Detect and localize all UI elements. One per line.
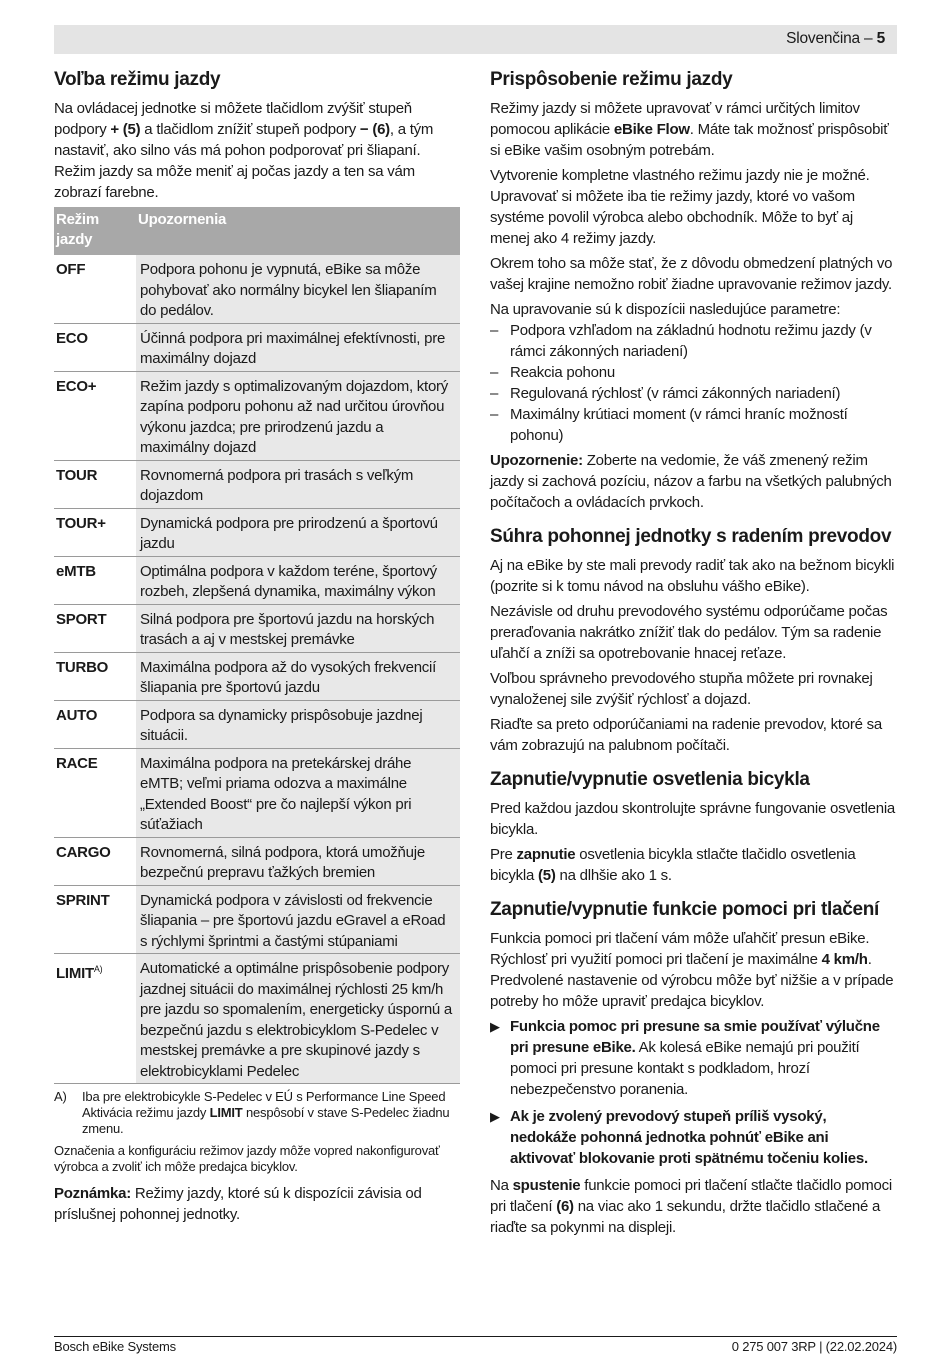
table-body <box>54 255 460 1084</box>
heading-riding-mode: Voľba režimu jazdy <box>54 69 221 90</box>
adjust-notice: Upozornenie: Zoberte na vedomie, že váš zmenený režim jazdy si zachová pozíciu, názov a farbu na všetkých palubných počítačoch a ovládacích prvkoch. <box>490 452 892 511</box>
table-row <box>54 460 460 508</box>
table-row <box>54 885 460 954</box>
mode-label: TOUR+ <box>56 514 106 532</box>
left-column <box>54 68 460 1229</box>
footnote-text: Iba pre elektrobicykle S-Pedelec v EÚ s Performance Line Speed Aktivácia režimu jazdy LIMIT nespôsobí v stave S-Pedelec žiadnu zmenu. <box>82 1089 450 1136</box>
adjust-paragraph-4: Na upravovanie sú k dispozícii nasledujúce parametre: <box>490 301 841 318</box>
mode-description: Silná podpora pre športovú jazdu na horských trasách a aj v mestskej premávke <box>136 604 460 652</box>
section-gear-shifting <box>490 525 896 756</box>
mode-description: Režim jazdy s optimalizovaným dojazdom, ktorý zapína podporu pohonu až nad určitou úrovňou výkonu jazdca; pre prirodzenú jazdu a maximálny dojazd <box>136 371 460 460</box>
mode-name <box>54 652 136 700</box>
table-row <box>54 954 460 1084</box>
push-paragraph-1: Funkcia pomoci pri tlačení vám môže uľahčiť presun eBike. Rýchlosť pri využití pomoci pri tlačení je maximálne 4 km/h. Predvolené nastavenie od výrobcu môže byť nižšie a v prípade potreby ho môže upraviť predajca bicyklov. <box>490 930 894 1010</box>
table-row <box>54 323 460 371</box>
heading-adjust-mode: Prispôsobenie režimu jazdy <box>490 69 733 90</box>
mode-label: RACE <box>56 754 98 772</box>
mode-label: TURBO <box>56 658 109 676</box>
mode-description: Dynamická podpora pre prirodzenú a športovú jazdu <box>136 508 460 556</box>
heading-push-assist: Zapnutie/vypnutie funkcie pomoci pri tlačení <box>490 899 880 920</box>
gear-paragraph-1: Aj na eBike by ste mali prevody radiť tak ako na bežnom bicykli (pozrite si k tomu návod na obsluhu vášho eBike). <box>490 557 895 595</box>
page-number: 5 <box>876 30 885 47</box>
table-row <box>54 371 460 460</box>
list-item: – Regulovaná rýchlosť (v rámci zákonných nariadení) <box>490 383 896 404</box>
mode-description: Automatické a optimálne prispôsobenie podpory jazdnej situácii do maximálnej rýchlosti 25 km/h pre jazdu so spomalením, energeticky úspornú a bezpečnú jazdu s elektrobicyklom S-Pedelec v mestskej premávke a pre skupinové jazdy s elektrobicyklami Pedelec <box>136 954 460 1084</box>
table-header-row <box>54 207 460 255</box>
right-column <box>490 68 896 1242</box>
mode-name <box>54 556 136 604</box>
table-row <box>54 748 460 837</box>
table-row <box>54 255 460 323</box>
mode-name <box>54 460 136 508</box>
mode-description: Rovnomerná podpora pri trasách s veľkým dojazdom <box>136 460 460 508</box>
mode-name <box>54 371 136 460</box>
mode-label: TOUR <box>56 466 98 484</box>
mode-description: Maximálna podpora až do vysokých frekvencií šliapania pre športovú jazdu <box>136 652 460 700</box>
mode-name <box>54 837 136 885</box>
mode-description: Optimálna podpora v každom teréne, športový rozbeh, zlepšená dynamika, maximálny výkon <box>136 556 460 604</box>
mode-name <box>54 508 136 556</box>
mode-name <box>54 604 136 652</box>
section-push-assist <box>490 898 896 1238</box>
mode-label: CARGO <box>56 843 111 861</box>
mode-label: SPRINT <box>56 891 110 909</box>
heading-bike-lights: Zapnutie/vypnutie osvetlenia bicykla <box>490 769 810 790</box>
mode-description: Dynamická podpora v závislosti od frekvencie šliapania – pre športovú jazdu eGravel a eRoad s rýchlymi šprintmi a častými stúpaniami <box>136 885 460 954</box>
list-item: – Maximálny krútiaci moment (v rámci hraníc možností pohonu) <box>490 404 896 446</box>
mode-name <box>54 323 136 371</box>
lights-paragraph-1: Pred každou jazdou skontrolujte správne fungovanie osvetlenia bicykla. <box>490 800 896 838</box>
header-language: Slovenčina <box>786 30 860 47</box>
list-item: – Podpora vzhľadom na základnú hodnotu režimu jazdy (v rámci zákonných nariadení) <box>490 320 896 362</box>
adjust-paragraph-3: Okrem toho sa môže stať, že z dôvodu obmedzení platných vo vašej krajine nemožno robiť žiadne upravovanie režimov jazdy. <box>490 255 893 293</box>
table-row <box>54 508 460 556</box>
warning-gear-too-high <box>490 1106 896 1169</box>
column-header-mode: Režim jazdy <box>54 207 136 255</box>
footer-document-number: 0 275 007 3RP | (22.02.2024) <box>731 1339 897 1354</box>
table-footnote <box>54 1089 460 1137</box>
table-row <box>54 604 460 652</box>
push-paragraph-2: Na spustenie funkcie pomoci pri tlačení stlačte tlačidlo pomoci pri tlačení (6) na viac ako 1 sekundu, držte tlačidlo stlačené a riaďte sa pokynmi na displeji. <box>490 1177 892 1236</box>
mode-description: Podpora sa dynamicky prispôsobuje jazdnej situácii. <box>136 700 460 748</box>
table-row <box>54 556 460 604</box>
section-bike-lights <box>490 768 896 886</box>
header-text <box>786 30 885 48</box>
adjust-paragraph-1: Režimy jazdy si môžete upravovať v rámci určitých limitov pomocou aplikácie eBike Flow. Máte tak možnosť prispôsobiť si eBike vašim osobným potrebám. <box>490 100 889 159</box>
page-header <box>54 25 897 54</box>
mode-name <box>54 954 136 1084</box>
mode-description: Podpora pohonu je vypnutá, eBike sa môže pohybovať ako normálny bicykel len šliapaním do pedálov. <box>136 255 460 323</box>
footer-divider <box>54 1336 897 1337</box>
mode-label: ECO <box>56 329 88 347</box>
intro-paragraph: Na ovládacej jednotke si môžete tlačidlom zvýšiť stupeň podpory + (5) a tlačidlom znížiť stupeň podpory − (6), a tým nastaviť, ako silno vás má pohon podporovať pri šliapaní. Režim jazdy sa môže meniť aj počas jazdy a ten sa vám zobrazí farebne. <box>54 100 434 201</box>
warning-text: Ak je zvolený prevodový stupeň príliš vysoký, nedokáže pohonná jednotka pohnúť eBike ani aktivovať blokovanie proti spätnému točeniu kolies. <box>510 1108 868 1167</box>
warning-push-assist-use <box>490 1016 896 1100</box>
mode-label: OFF <box>56 261 86 278</box>
footnote-mark: A) <box>54 1089 67 1104</box>
mode-description: Rovnomerná, silná podpora, ktorá umožňuje bezpečnú prepravu ťažkých bremien <box>136 837 460 885</box>
adjust-paragraph-2: Vytvorenie kompletne vlastného režimu jazdy nie je možné. Upravovať si môžete iba tie režimy jazdy, ktoré vo vašom systéme povolil výrobca alebo obchodník. Môže to byť aj menej ako 4 režimy jazdy. <box>490 167 870 247</box>
lights-paragraph-2: Pre zapnutie osvetlenia bicykla stlačte tlačidlo osvetlenia bicykla (5) na dlhšie ako 1 s. <box>490 846 856 884</box>
mode-label: AUTO <box>56 706 98 724</box>
mode-name <box>54 748 136 837</box>
gear-paragraph-3: Voľbou správneho prevodového stupňa môžete pri rovnakej vynaloženej sile zvýšiť rýchlosť a dojazd. <box>490 670 873 708</box>
table-row <box>54 700 460 748</box>
footer-company: Bosch eBike Systems <box>54 1339 176 1354</box>
mode-name <box>54 255 136 323</box>
warning-text: Funkcia pomoc pri presune sa smie používať výlučne pri presune eBike. Ak kolesá eBike nemajú pri použití pomoci pri presune kontakt s podkladom, hrozí nebezpečenstvo poranenia. <box>510 1018 880 1098</box>
gear-paragraph-2: Nezávisle od druhu prevodového systému odporúčame počas preraďovania nakrátko znížiť tlak do pedálov. Tým sa radenie uľahčí a zníži sa opotrebovanie hnacej reťaze. <box>490 603 888 662</box>
mode-label: LIMIT <box>56 965 94 982</box>
table-row <box>54 837 460 885</box>
header-separator: – <box>859 30 877 47</box>
parameter-list <box>490 320 896 446</box>
mode-description: Účinná podpora pri maximálnej efektívnosti, pre maximálny dojazd <box>136 323 460 371</box>
riding-modes-table <box>54 207 460 1084</box>
column-header-notes: Upozornenia <box>136 207 460 255</box>
table-row <box>54 652 460 700</box>
mode-name <box>54 885 136 954</box>
mode-label: eMTB <box>56 562 96 580</box>
list-item: – Reakcia pohonu <box>490 362 896 383</box>
mode-label: SPORT <box>56 610 107 628</box>
config-note: Označenia a konfiguráciu režimov jazdy môže vopred nakonfigurovať výrobca a zvoliť ich môže predajca bicyklov. <box>54 1143 440 1174</box>
mode-name <box>54 700 136 748</box>
mode-label: ECO+ <box>56 377 97 395</box>
triangle-right-icon: ▶ <box>490 1109 500 1124</box>
heading-gear-shifting: Súhra pohonnej jednotky s radením prevodov <box>490 526 892 547</box>
triangle-right-icon: ▶ <box>490 1019 500 1034</box>
footnote-reference: A) <box>93 964 103 974</box>
note-paragraph: Poznámka: Režimy jazdy, ktoré sú k dispozícii závisia od príslušnej pohonnej jednotky. <box>54 1185 422 1223</box>
mode-description: Maximálna podpora na pretekárskej dráhe eMTB; veľmi priama odozva a maximálne „Extended Boost“ pre čo najlepší výkon pri súťažiach <box>136 748 460 837</box>
gear-paragraph-4: Riaďte sa preto odporúčaniami na radenie prevodov, ktoré sa vám zobrazujú na palubnom počítači. <box>490 716 882 754</box>
